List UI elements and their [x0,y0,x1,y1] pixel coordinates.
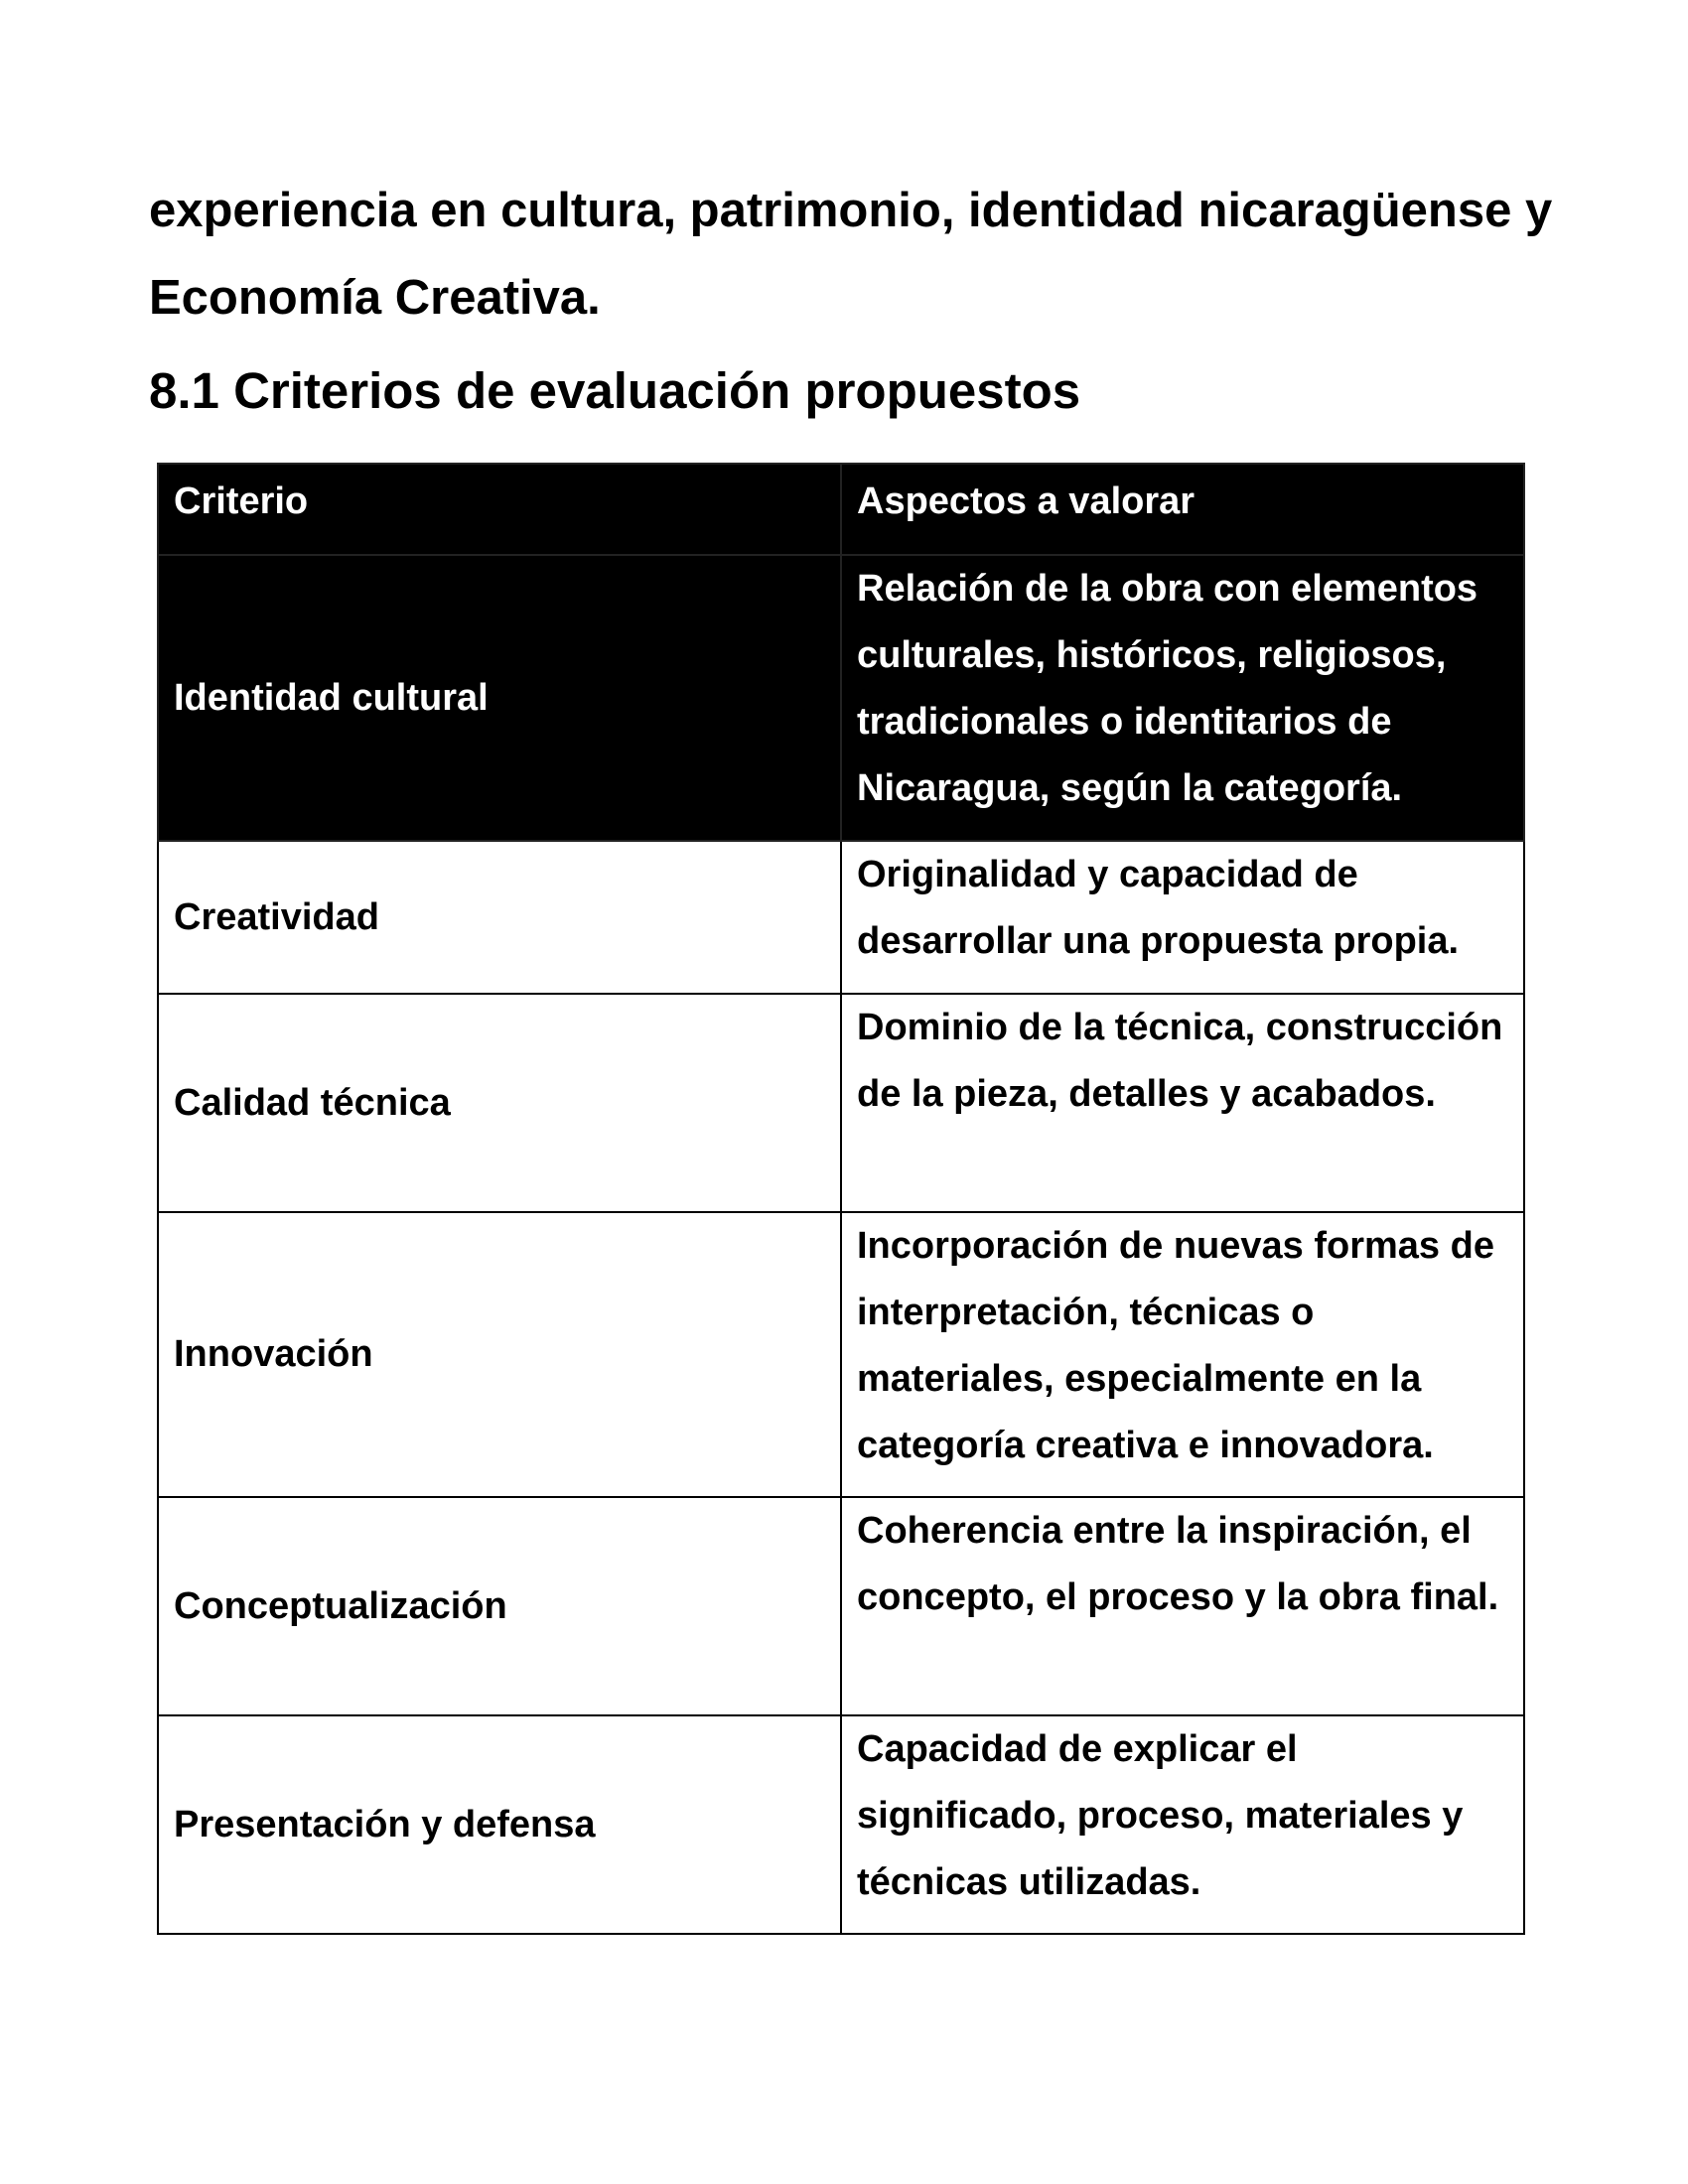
criterion-cell: Conceptualización [158,1497,841,1715]
criterion-cell: Calidad técnica [158,994,841,1212]
criterion-cell: Presentación y defensa [158,1715,841,1934]
aspects-cell: Capacidad de explicar el significado, proceso, materiales y técnicas utilizadas. [841,1715,1524,1934]
header-aspects: Aspectos a valorar [841,464,1524,555]
header-criterion: Criterio [158,464,841,555]
criterion-cell: Innovación [158,1212,841,1497]
aspects-cell: Originalidad y capacidad de desarrollar una propuesta propia. [841,841,1524,994]
section-heading: 8.1 Criterios de evaluación propuestos [149,362,1081,419]
aspects-cell: Coherencia entre la inspiración, el concepto, el proceso y la obra final. [841,1497,1524,1715]
table-header-row [158,464,1524,555]
table-row [158,1212,1524,1497]
table-row [158,1497,1524,1715]
table-row [158,841,1524,994]
table-row [158,1715,1524,1934]
evaluation-criteria-table [157,463,1525,1935]
criterion-cell: Creatividad [158,841,841,994]
intro-paragraph: experiencia en cultura, patrimonio, identidad nicaragüense y Economía Creativa. [149,184,1553,325]
table-row [158,994,1524,1212]
table-row [158,555,1524,841]
aspects-cell: Dominio de la técnica, construcción de la pieza, detalles y acabados. [841,994,1524,1212]
aspects-cell: Relación de la obra con elementos culturales, históricos, religiosos, tradicionales o identitarios de Nicaragua, según la categoría. [841,555,1524,841]
aspects-cell: Incorporación de nuevas formas de interpretación, técnicas o materiales, especialmente en la categoría creativa e innovadora. [841,1212,1524,1497]
criterion-cell: Identidad cultural [158,555,841,841]
